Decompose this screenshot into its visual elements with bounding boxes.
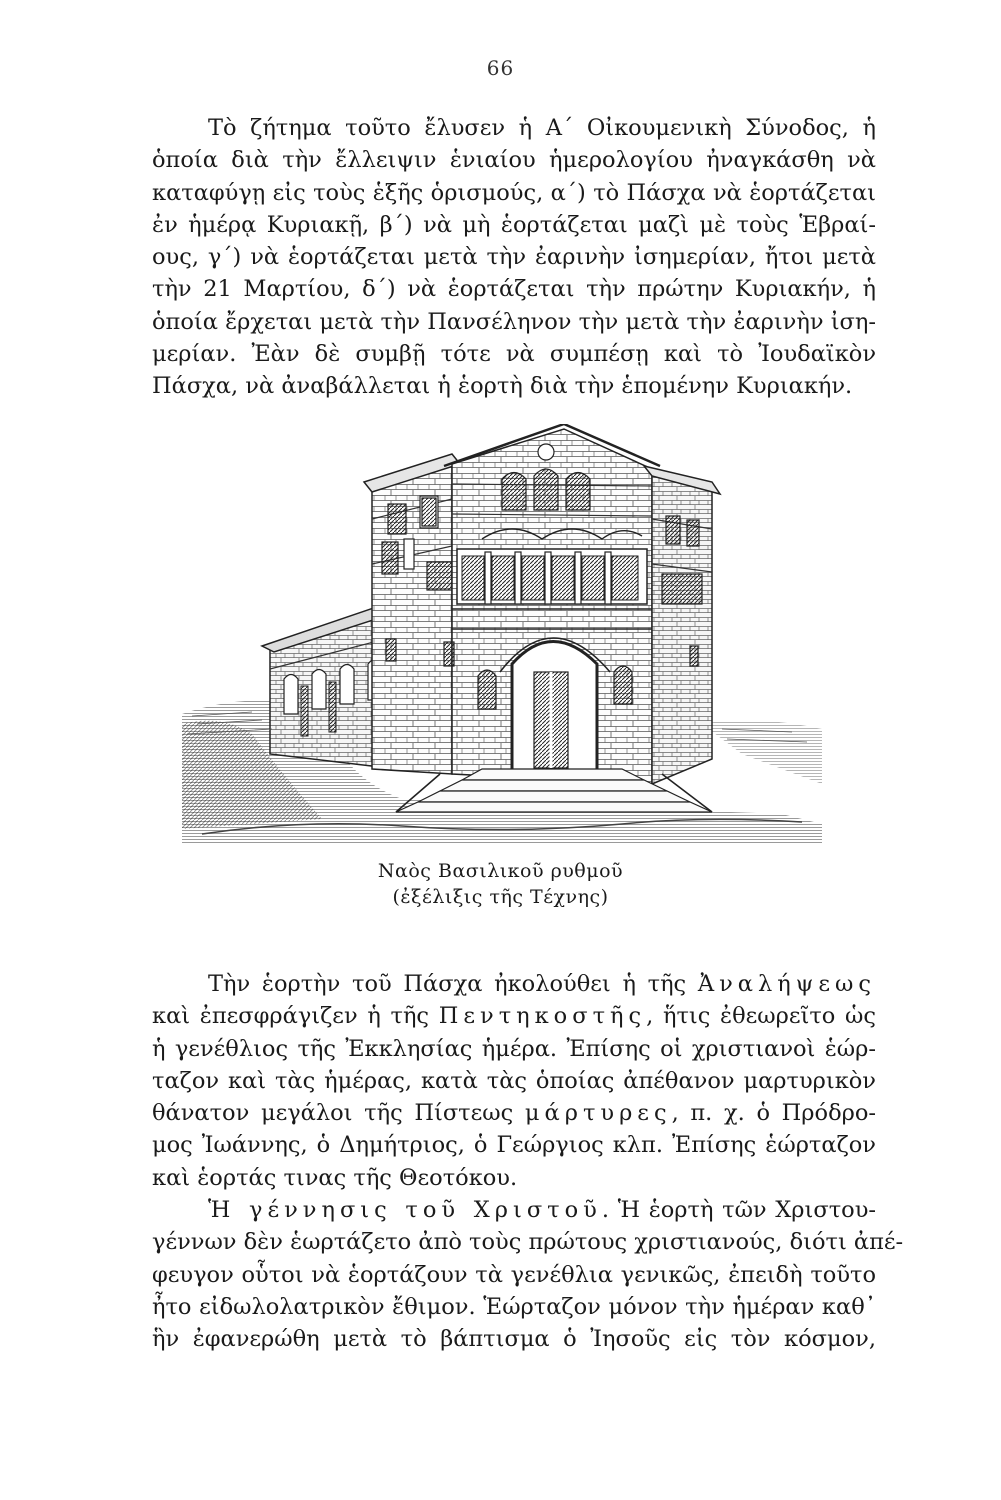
basilica-church-illustration xyxy=(182,424,822,844)
caption-title: Ναὸς Βασιλικοῦ ρυθμοῦ xyxy=(377,860,624,882)
text-line: καὶ ἑορτάς τινας τῆς Θεοτόκου. xyxy=(152,1164,518,1191)
text-line: μος Ἰωάννης, ὁ Δημήτριος, ὁ Γεώργιος κλπ. Ἐπίσης ἑώρταζον xyxy=(152,1132,876,1159)
spaced-term: Ἀναλήψεως xyxy=(697,971,876,997)
text-line: ἡ γενέθλιος τῆς Ἐκκλησίας ἡμέρα. Ἐπίσης οἱ χριστιανοὶ ἑώρ- xyxy=(152,1035,876,1062)
text-line: ἣν ἐφανερώθη μετὰ τὸ βάπτισμα ὁ Ἰησοῦς εἰς τὸν κόσμον, xyxy=(152,1326,876,1353)
text-line: μερίαν. Ἐὰν δὲ συμβῇ τότε νὰ συμπέσῃ καὶ τὸ Ἰουδαϊκὸν xyxy=(152,341,876,368)
text-line: Τὴν ἑορτὴν τοῦ Πάσχα ἠκολούθει ἡ τῆς Ἀναλήψεως xyxy=(208,971,876,997)
text-line: Ἡ γέννησις τοῦ Χριστοῦ. Ἡ ἑορτὴ τῶν Χριστου- xyxy=(208,1197,876,1224)
page-number: 66 xyxy=(486,56,515,80)
spaced-term: Πεντηκοστῆς xyxy=(438,1003,647,1030)
text-line: ἦτο εἰδωλολατρικὸν ἔθιμον. Ἑώρταζον μόνον τὴν ἡμέραν καθ᾽ xyxy=(152,1293,876,1320)
spaced-term: μάρτυρες xyxy=(524,1100,672,1127)
text-line: ταζον καὶ τὰς ἡμέρας, κατὰ τὰς ὁποίας ἀπέθανον μαρτυρικὸν xyxy=(152,1067,876,1094)
text-line: ους, γ΄) νὰ ἑορτάζεται μετὰ τὴν ἐαρινὴν ἰσημερίαν, ἤτοι μετὰ xyxy=(152,244,876,271)
text-line: καὶ ἐπεσφράγιζεν ἡ τῆς Πεντηκοστῆς, ἥτις ἐθεωρεῖτο ὡς xyxy=(152,1003,876,1030)
text-line: φευγον οὗτοι νὰ ἑορτάζουν τὰ γενέθλια γενικῶς, ἐπειδὴ τοῦτο xyxy=(152,1261,876,1288)
text-line: ἐν ἡμέρᾳ Κυριακῇ, β΄) νὰ μὴ ἑορτάζεται μαζὶ μὲ τοὺς Ἑβραί- xyxy=(152,211,876,238)
spaced-term: Ἡ γέννησις τοῦ Χριστοῦ xyxy=(208,1197,602,1224)
text-line: ὁποία ἔρχεται μετὰ τὴν Πανσέληνον τὴν μετὰ τὴν ἐαρινὴν ἰση- xyxy=(152,308,876,335)
text-line: τὴν 21 Μαρτίου, δ΄) νὰ ἑορτάζεται τὴν πρώτην Κυριακήν, ἡ xyxy=(152,276,876,303)
text-line: ὁποία διὰ τὴν ἔλλειψιν ἑνιαίου ἡμερολογίου ἠναγκάσθη νὰ xyxy=(152,147,876,174)
figure-caption xyxy=(0,858,1001,910)
paragraph-2 xyxy=(152,968,904,1356)
text-line: γέννων δὲν ἑωρτάζετο ἀπὸ τοὺς πρώτους χριστιανούς, διότι ἀπέ- xyxy=(152,1229,904,1256)
paragraph-1 xyxy=(152,112,876,403)
text-line: θάνατον μεγάλοι τῆς Πίστεως μάρτυρες, π. χ. ὁ Πρόδρο- xyxy=(152,1100,876,1127)
text-line: Πάσχα, νὰ ἀναβάλλεται ἡ ἑορτὴ διὰ τὴν ἑπομένην Κυριακήν. xyxy=(152,373,853,400)
text-line: Τὸ ζήτημα τοῦτο ἔλυσεν ἡ Α΄ Οἰκουμενικὴ Σύνοδος, ἡ xyxy=(208,115,876,141)
caption-subtitle: (ἐξέλιξις τῆς Τέχνης) xyxy=(392,886,609,908)
text-line: καταφύγῃ εἰς τοὺς ἑξῆς ὁρισμούς, α΄) τὸ Πάσχα νὰ ἑορτάζεται xyxy=(152,179,876,206)
